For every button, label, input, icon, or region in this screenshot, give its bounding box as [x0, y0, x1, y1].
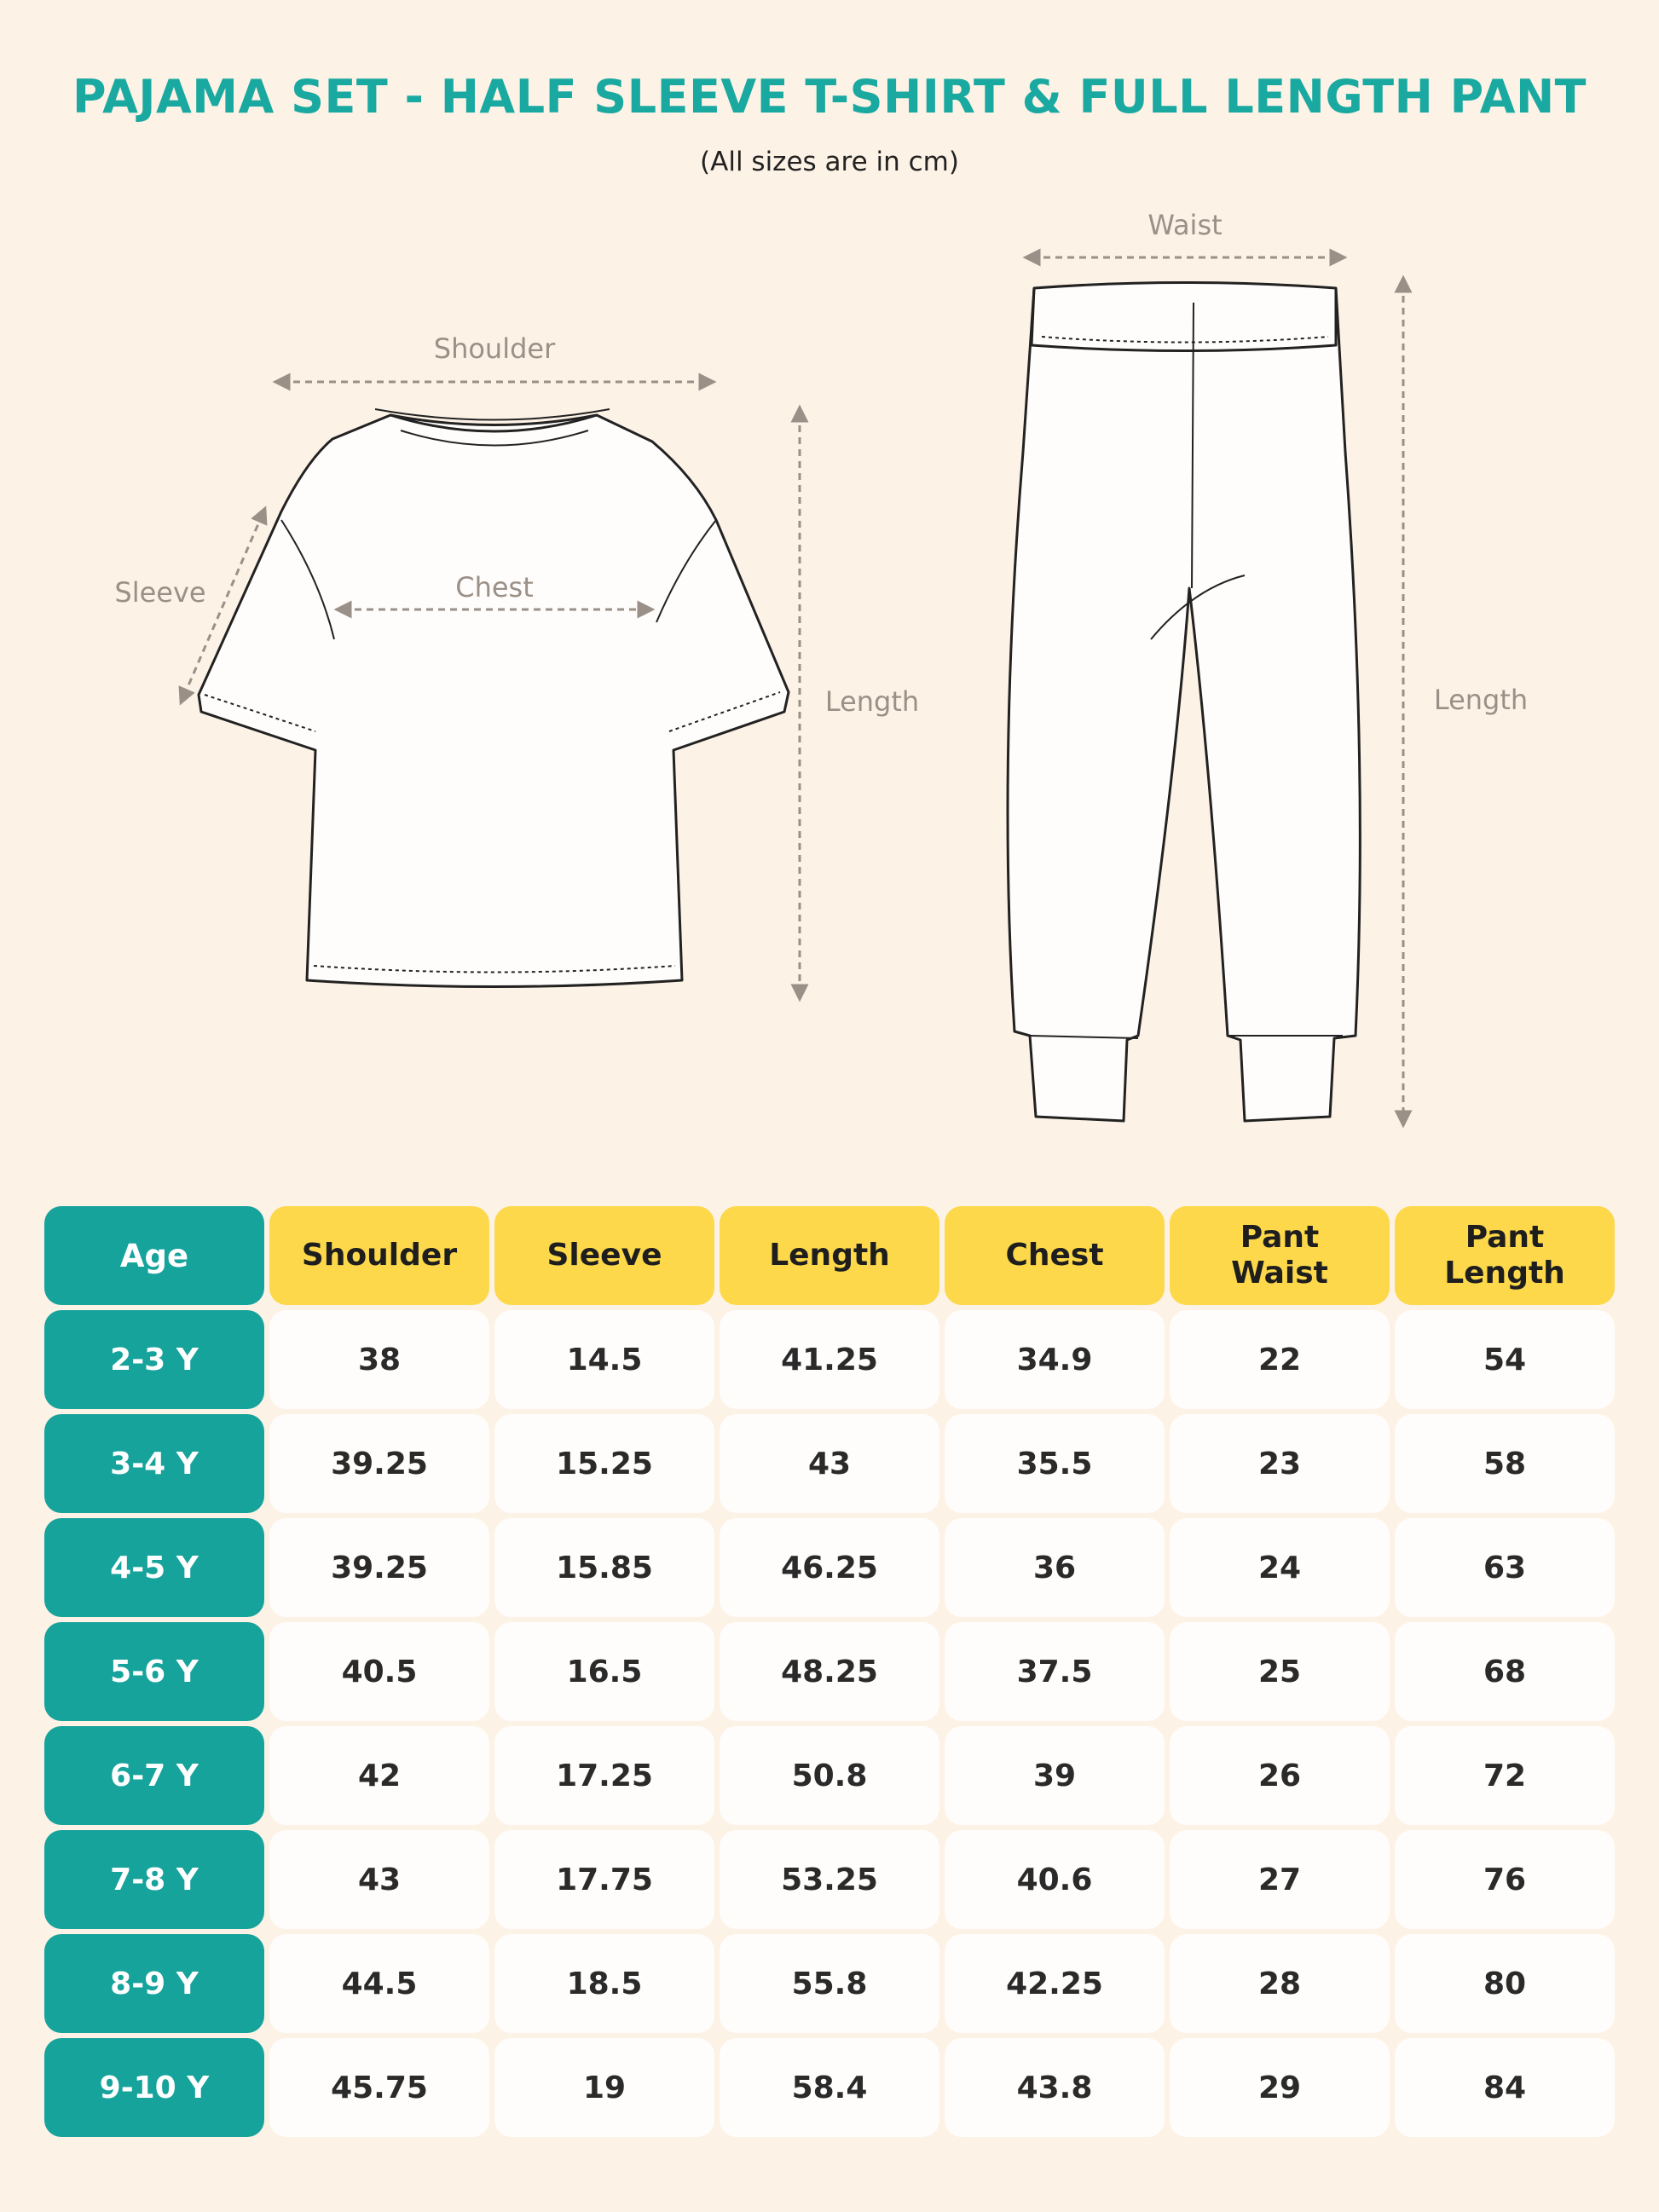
age-cell: 9-10 Y	[44, 2038, 264, 2137]
sleeve-label: Sleeve	[114, 576, 206, 609]
table-cell: 80	[1395, 1934, 1615, 2033]
table-cell: 43	[720, 1414, 939, 1513]
age-cell: 8-9 Y	[44, 1934, 264, 2033]
header-shoulder: Shoulder	[269, 1206, 489, 1305]
table-cell: 54	[1395, 1310, 1615, 1409]
table-cell: 44.5	[269, 1934, 489, 2033]
table-cell: 14.5	[494, 1310, 714, 1409]
table-cell: 34.9	[945, 1310, 1165, 1409]
header-chest: Chest	[945, 1206, 1165, 1305]
waist-label: Waist	[1147, 209, 1223, 241]
table-cell: 43.8	[945, 2038, 1165, 2137]
table-cell: 46.25	[720, 1518, 939, 1617]
table-cell: 28	[1170, 1934, 1390, 2033]
table-cell: 68	[1395, 1622, 1615, 1721]
table-cell: 15.85	[494, 1518, 714, 1617]
table-cell: 43	[269, 1830, 489, 1929]
table-cell: 15.25	[494, 1414, 714, 1513]
table-cell: 63	[1395, 1518, 1615, 1617]
table-cell: 24	[1170, 1518, 1390, 1617]
table-cell: 40.5	[269, 1622, 489, 1721]
table-cell: 42.25	[945, 1934, 1165, 2033]
pant-length-label: Length	[1433, 684, 1529, 716]
table-cell: 48.25	[720, 1622, 939, 1721]
age-cell: 5-6 Y	[44, 1622, 264, 1721]
table-cell: 17.25	[494, 1726, 714, 1825]
table-cell: 53.25	[720, 1830, 939, 1929]
table-cell: 72	[1395, 1726, 1615, 1825]
table-cell: 29	[1170, 2038, 1390, 2137]
table-cell: 37.5	[945, 1622, 1165, 1721]
tshirt-illustration	[199, 409, 789, 987]
table-cell: 27	[1170, 1830, 1390, 1929]
age-cell: 7-8 Y	[44, 1830, 264, 1929]
table-cell: 84	[1395, 2038, 1615, 2137]
table-cell: 39.25	[269, 1414, 489, 1513]
table-cell: 58	[1395, 1414, 1615, 1513]
page-title: PAJAMA SET - HALF SLEEVE T-SHIRT & FULL LENGTH PANT	[72, 70, 1587, 124]
age-cell: 2-3 Y	[44, 1310, 264, 1409]
table-cell: 42	[269, 1726, 489, 1825]
table-cell: 22	[1170, 1310, 1390, 1409]
age-cell: 6-7 Y	[44, 1726, 264, 1825]
table-cell: 41.25	[720, 1310, 939, 1409]
chest-label: Chest	[455, 571, 534, 604]
age-cell: 3-4 Y	[44, 1414, 264, 1513]
table-cell: 19	[494, 2038, 714, 2137]
header-sleeve: Sleeve	[494, 1206, 714, 1305]
table-cell: 58.4	[720, 2038, 939, 2137]
units-note: (All sizes are in cm)	[700, 147, 959, 177]
shoulder-label: Shoulder	[433, 332, 556, 365]
pant-illustration	[1008, 283, 1360, 1122]
header-pant-length: Pant Length	[1395, 1206, 1615, 1305]
table-cell: 39	[945, 1726, 1165, 1825]
table-cell: 45.75	[269, 2038, 489, 2137]
table-cell: 26	[1170, 1726, 1390, 1825]
age-cell: 4-5 Y	[44, 1518, 264, 1617]
header-length: Length	[720, 1206, 939, 1305]
table-cell: 50.8	[720, 1726, 939, 1825]
size-chart-table	[44, 1206, 1615, 2137]
table-cell: 40.6	[945, 1830, 1165, 1929]
tshirt-length-label: Length	[824, 685, 920, 718]
header-pant-waist: Pant Waist	[1170, 1206, 1390, 1305]
table-cell: 23	[1170, 1414, 1390, 1513]
table-cell: 25	[1170, 1622, 1390, 1721]
table-cell: 76	[1395, 1830, 1615, 1929]
table-cell: 17.75	[494, 1830, 714, 1929]
table-cell: 35.5	[945, 1414, 1165, 1513]
table-cell: 39.25	[269, 1518, 489, 1617]
table-cell: 16.5	[494, 1622, 714, 1721]
table-cell: 18.5	[494, 1934, 714, 2033]
table-cell: 38	[269, 1310, 489, 1409]
table-cell: 36	[945, 1518, 1165, 1617]
table-cell: 55.8	[720, 1934, 939, 2033]
header-age: Age	[44, 1206, 264, 1305]
